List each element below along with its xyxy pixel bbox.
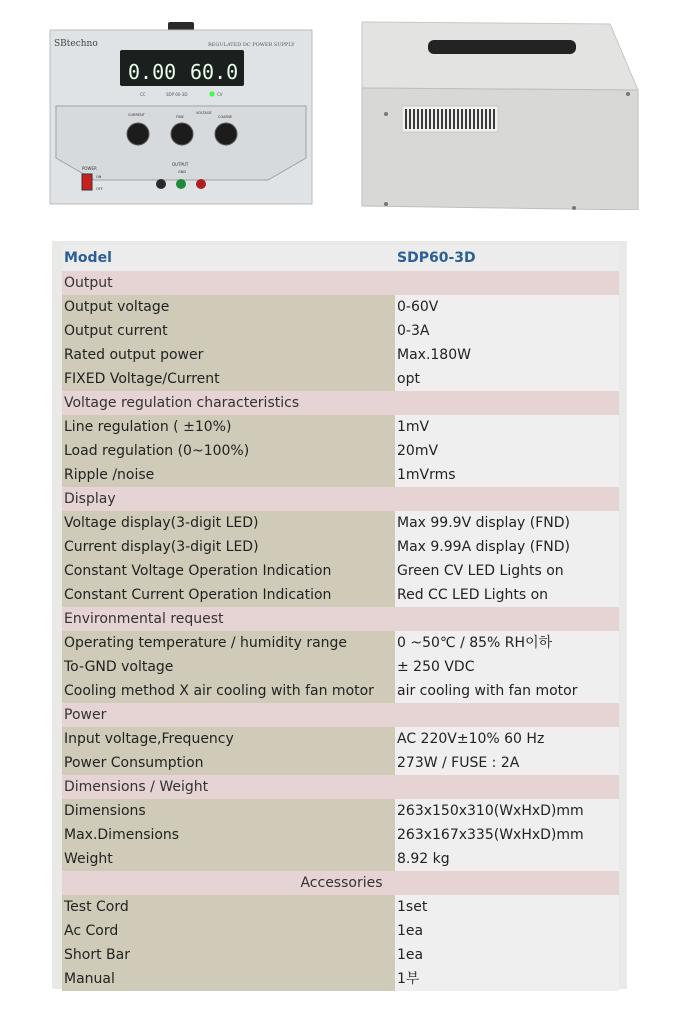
power-supply-front-photo [48,18,314,210]
section-title: Environmental request [62,607,619,631]
table-row [62,439,619,463]
knob-label-voltage: VOLTAGE [196,111,212,115]
spec-label: Cooling method X air cooling with fan motor [62,679,395,703]
model-row [62,245,619,271]
table-row [62,967,619,991]
coarse-knob-icon[interactable] [215,123,237,145]
spec-value: 0-60V [395,295,619,319]
knob-label-coarse: COARSE [218,115,233,119]
spec-label: Current display(3-digit LED) [62,535,395,559]
power-switch-icon[interactable] [82,174,92,190]
spec-label: Max.Dimensions [62,823,395,847]
current-display: 0.00 [128,60,177,84]
table-row [62,319,619,343]
table-row [62,511,619,535]
section-title: Output [62,271,619,295]
off-label: OFF [96,187,103,191]
table-row [62,895,619,919]
spec-label: Input voltage,Frequency [62,727,395,751]
table-row [62,847,619,871]
case-handle-icon [428,40,576,54]
cv-led-icon [209,91,214,96]
spec-value: 1mV [395,415,619,439]
section-title: Accessories [62,871,619,895]
section-title: Display [62,487,619,511]
table-row [62,295,619,319]
model-tag: SDP 60-3D [166,92,188,97]
spec-value: 1set [395,895,619,919]
spec-value: Max 9.99A display (FND) [395,535,619,559]
spec-value: 0-3A [395,319,619,343]
table-row [62,343,619,367]
spec-label: Operating temperature / humidity range [62,631,395,655]
spec-value: 263x167x335(WxHxD)mm [395,823,619,847]
table-row [62,367,619,391]
spec-label: Power Consumption [62,751,395,775]
spec-value: 1ea [395,919,619,943]
section-row [62,391,619,415]
spec-label: Weight [62,847,395,871]
spec-label: Ac Cord [62,919,395,943]
output-label: OUTPUT [172,162,189,167]
spec-value: opt [395,367,619,391]
spec-label: Rated output power [62,343,395,367]
cc-label: CC [140,92,146,97]
spec-value: air cooling with fan motor [395,679,619,703]
section-row [62,703,619,727]
table-row [62,463,619,487]
spec-value: Red CC LED Lights on [395,583,619,607]
table-row [62,679,619,703]
negative-terminal-icon[interactable] [156,179,166,189]
table-row [62,751,619,775]
table-row [62,415,619,439]
spec-label: Load regulation (0~100%) [62,439,395,463]
model-value: SDP60-3D [395,245,619,271]
power-supply-case-photo [356,18,646,210]
section-row [62,775,619,799]
spec-value: Max 99.9V display (FND) [395,511,619,535]
gnd-terminal-icon[interactable] [176,179,186,189]
knob-label-fine: FINE [176,115,184,119]
spec-label: Output voltage [62,295,395,319]
spec-label: Line regulation ( ±10%) [62,415,395,439]
spec-label: Output current [62,319,395,343]
table-row [62,631,619,655]
spec-label: Voltage display(3-digit LED) [62,511,395,535]
spec-value: Max.180W [395,343,619,367]
table-row [62,727,619,751]
section-title: Voltage regulation characteristics [62,391,619,415]
power-label: POWER [82,166,97,171]
section-title: Power [62,703,619,727]
spec-value: 1mVrms [395,463,619,487]
spec-label: FIXED Voltage/Current [62,367,395,391]
vent-grille-icon [402,106,498,132]
spec-value: 0 ~50℃ / 85% RH이하 [395,631,619,655]
spec-label: Test Cord [62,895,395,919]
spec-label: To-GND voltage [62,655,395,679]
spec-label: Short Bar [62,943,395,967]
voltage-display: 60.0 [190,60,239,84]
table-row [62,559,619,583]
table-row [62,655,619,679]
fine-knob-icon[interactable] [171,123,193,145]
spec-value: 273W / FUSE : 2A [395,751,619,775]
spec-value: 1ea [395,943,619,967]
section-row [62,607,619,631]
spec-value: 8.92 kg [395,847,619,871]
spec-table [62,245,619,991]
gnd-label: GND [178,170,187,174]
table-row [62,943,619,967]
section-row [62,271,619,295]
section-row [62,871,619,895]
spec-value: Green CV LED Lights on [395,559,619,583]
spec-value: AC 220V±10% 60 Hz [395,727,619,751]
spec-value: 20mV [395,439,619,463]
table-row [62,583,619,607]
table-row [62,919,619,943]
spec-table-container [52,241,627,989]
current-knob-icon[interactable] [127,123,149,145]
spec-label: Constant Voltage Operation Indication [62,559,395,583]
spec-value: 1부 [395,967,619,991]
positive-terminal-icon[interactable] [196,179,206,189]
model-label: Model [62,245,395,271]
spec-label: Dimensions [62,799,395,823]
section-row [62,487,619,511]
table-row [62,535,619,559]
cv-label: CV [217,92,223,97]
spec-value: ± 250 VDC [395,655,619,679]
on-label: ON [96,175,102,179]
table-row [62,823,619,847]
section-title: Dimensions / Weight [62,775,619,799]
spec-label: Manual [62,967,395,991]
brand-logo: SBtechno [54,39,98,49]
spec-value: 263x150x310(WxHxD)mm [395,799,619,823]
spec-label: Constant Current Operation Indication [62,583,395,607]
knob-label-current: CURRENT [128,113,145,117]
spec-label: Ripple /noise [62,463,395,487]
table-row [62,799,619,823]
panel-title: REGULATED DC POWER SUPPLY [208,42,295,48]
